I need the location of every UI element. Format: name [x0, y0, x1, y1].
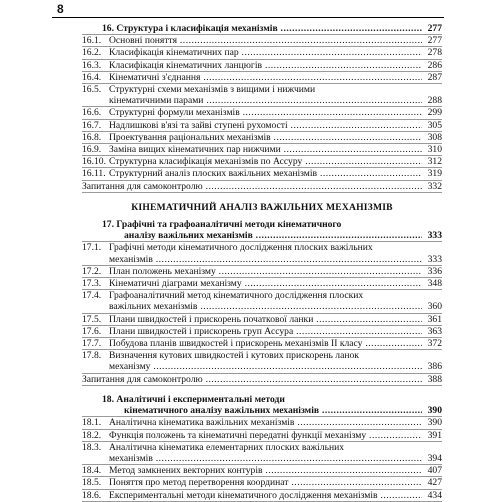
chapter-18-entry[interactable] — [82, 405, 442, 417]
item-page: 363 — [427, 325, 442, 337]
item-title: План положень механізму ..... — [109, 266, 422, 277]
item-page: 319 — [427, 168, 442, 180]
item-page: 308 — [427, 131, 442, 143]
item-title-cont: кінематичними парами ..... — [109, 95, 422, 106]
chapter-17-title-cont: аналізу важільних механізмів ..... — [82, 230, 422, 241]
toc-item-line1 — [82, 290, 442, 301]
item-number: 18.1. — [82, 417, 102, 429]
review-title: Запитання для самоконтролю ..... — [82, 374, 422, 385]
item-number: 16.4. — [82, 71, 102, 83]
chapter-18-page: 390 — [427, 405, 442, 417]
toc-item[interactable] — [82, 314, 442, 326]
toc-item[interactable] — [82, 254, 442, 266]
item-page: 361 — [427, 313, 442, 325]
item-number: 16.8. — [82, 131, 102, 143]
item-page: 333 — [427, 253, 442, 265]
chapter-16-entry[interactable] — [82, 23, 442, 35]
item-number: 16.2. — [82, 47, 102, 59]
item-title: Класифікація кінематичних ланцюгів ..... — [109, 60, 422, 71]
item-number: 17.4. — [82, 290, 102, 302]
chapter-18-title-line1: 18. Аналітичні і експериментальні методи — [102, 393, 285, 405]
toc-item[interactable] — [82, 301, 442, 313]
toc-item[interactable] — [82, 278, 442, 290]
item-title: Аналітична кінематика важільних механізмів ..... — [109, 417, 422, 428]
item-number: 17.5. — [82, 313, 102, 325]
toc-item-line1 — [82, 442, 442, 453]
item-page: 278 — [427, 47, 442, 59]
item-title: Кінематичні з'єднання ..... — [109, 72, 422, 83]
toc-item[interactable] — [82, 156, 442, 168]
toc-item-line1 — [82, 350, 442, 361]
chapter-16-title: 16. Структура і класифікація механізмів ..... — [82, 23, 422, 34]
item-page: 277 — [427, 35, 442, 47]
item-title: Структурні формули механізмів ..... — [109, 107, 422, 118]
item-number: 18.3. — [82, 441, 102, 453]
chapter-18-title-cont: кінематичного аналізу важільних механізмів ..... — [82, 405, 422, 416]
item-page: 394 — [427, 452, 442, 464]
item-number: 17.6. — [82, 325, 102, 337]
toc-item[interactable] — [82, 326, 442, 338]
review-page: 332 — [427, 180, 442, 192]
toc-item[interactable] — [82, 168, 442, 180]
toc-item[interactable] — [82, 107, 442, 119]
item-page: 386 — [427, 361, 442, 373]
item-page: 390 — [427, 417, 442, 429]
toc-item[interactable] — [82, 120, 442, 132]
toc-item[interactable] — [82, 144, 442, 156]
toc-item[interactable] — [82, 465, 442, 477]
chapter-17-page: 333 — [427, 230, 442, 242]
item-title: Графічні методи кінематичного дослідження плоских важільних — [109, 242, 373, 254]
item-number: 18.2. — [82, 429, 102, 441]
chapter-17-review-entry[interactable] — [82, 374, 442, 386]
item-page: 310 — [427, 144, 442, 156]
item-number: 17.8. — [82, 350, 102, 362]
item-title: Визначення кутових швидкостей і кутових прискорень ланок — [109, 350, 359, 362]
toc-item[interactable] — [82, 361, 442, 373]
item-title: Заміна вищих кінематичних пар нижчими ..... — [109, 144, 422, 155]
review-title: Запитання для самоконтролю ..... — [82, 181, 422, 192]
toc-item[interactable] — [82, 453, 442, 465]
item-number: 16.3. — [82, 59, 102, 71]
item-title: Аналітична кінематика елементарних плоских важільних — [109, 441, 345, 453]
item-page: 434 — [427, 489, 442, 501]
item-number: 16.11. — [82, 168, 106, 180]
item-page: 336 — [427, 265, 442, 277]
section-heading: КІНЕМАТИЧНИЙ АНАЛІЗ ВАЖІЛЬНИХ МЕХАНІЗМІВ — [131, 201, 393, 213]
chapter-17-items — [82, 242, 442, 373]
toc-item[interactable] — [82, 47, 442, 59]
item-page: 286 — [427, 59, 442, 71]
item-number: 16.5. — [82, 84, 102, 96]
item-title: Проектування раціональних механізмів ..... — [109, 132, 422, 143]
item-title-cont: механізмів ..... — [109, 453, 422, 464]
toc-item-line1 — [82, 84, 442, 95]
item-title: Класифікація кінематичних пар ..... — [109, 47, 422, 58]
item-title: Структурна класифікація механізмів по Ассуру ..... — [109, 156, 422, 167]
item-title: Структурний аналіз плоских важільних механізмів ..... — [109, 168, 422, 179]
item-number: 17.1. — [82, 242, 102, 254]
item-title: Плани швидкостей і прискорень груп Ассура ..... — [109, 326, 422, 337]
item-title-cont: механізму ..... — [109, 361, 422, 372]
item-number: 17.3. — [82, 278, 102, 290]
header-rule — [52, 17, 444, 18]
item-title: Експериментальні методи кінематичного дослідження механізмів ..... — [109, 490, 422, 501]
item-page: 287 — [427, 71, 442, 83]
chapter-16-page: 277 — [427, 23, 442, 34]
item-page: 299 — [427, 107, 442, 119]
item-page: 312 — [427, 156, 442, 168]
page-number: 8 — [57, 2, 64, 16]
item-number: 16.1. — [82, 35, 102, 47]
toc-item[interactable] — [82, 430, 442, 442]
item-title: Плани швидкостей і прискорень початкової ланки ..... — [109, 314, 422, 325]
item-page: 407 — [427, 465, 442, 477]
toc-item-line1 — [82, 242, 442, 253]
item-title-cont: важільних механізмів ..... — [109, 301, 422, 312]
chapter-17-title-line1: 17. Графічні та графоаналітичні методи кінематичного — [102, 219, 342, 231]
toc-item[interactable] — [82, 35, 442, 47]
chapter-18-items — [82, 417, 442, 501]
item-title: Кінематичні діаграми механізму ..... — [109, 278, 422, 289]
item-title: Метод замкнених векторних контурів ..... — [109, 465, 422, 476]
item-title: Графоаналітичний метод кінематичного дослідження плоских — [109, 290, 364, 302]
chapter-16-review-entry[interactable] — [82, 181, 442, 193]
item-number: 16.6. — [82, 107, 102, 119]
item-page: 391 — [427, 429, 442, 441]
toc-item[interactable] — [82, 266, 442, 278]
toc-item[interactable] — [82, 72, 442, 84]
item-title: Структурні схеми механізмів з вищими і нижчими — [109, 84, 316, 96]
chapter-17-entry[interactable] — [82, 230, 442, 242]
item-page: 288 — [427, 95, 442, 107]
item-number: 18.6. — [82, 489, 102, 501]
item-page: 360 — [427, 301, 442, 313]
item-title: Поняття про метод перетворення координат ..... — [109, 477, 422, 488]
review-page: 388 — [427, 373, 442, 385]
item-page: 427 — [427, 477, 442, 489]
toc-item[interactable] — [82, 477, 442, 489]
table-of-contents — [82, 23, 442, 502]
item-page: 348 — [427, 278, 442, 290]
toc-item[interactable] — [82, 60, 442, 72]
item-title: Надлишкові в'язі та зайві ступені рухомості ..... — [109, 120, 422, 131]
item-title: Основні поняття ..... — [109, 35, 422, 46]
toc-item[interactable] — [82, 132, 442, 144]
item-number: 16.7. — [82, 119, 102, 131]
item-page: 372 — [427, 338, 442, 350]
toc-item[interactable] — [82, 95, 442, 107]
toc-item[interactable] — [82, 417, 442, 429]
item-number: 17.2. — [82, 265, 102, 277]
item-title: Функція положень та кінематичні передатні функції механізму ..... — [109, 430, 422, 441]
item-number: 18.4. — [82, 465, 102, 477]
item-number: 16.10. — [82, 156, 106, 168]
toc-item[interactable] — [82, 338, 442, 350]
item-number: 18.5. — [82, 477, 102, 489]
item-number: 16.9. — [82, 144, 102, 156]
item-page: 305 — [427, 119, 442, 131]
item-title: Побудова планів швидкостей і прискорень механізмів II класу ..... — [109, 338, 422, 349]
chapter-16-items — [82, 35, 442, 180]
item-number: 17.7. — [82, 338, 102, 350]
item-title-cont: механізмів ..... — [109, 254, 422, 265]
